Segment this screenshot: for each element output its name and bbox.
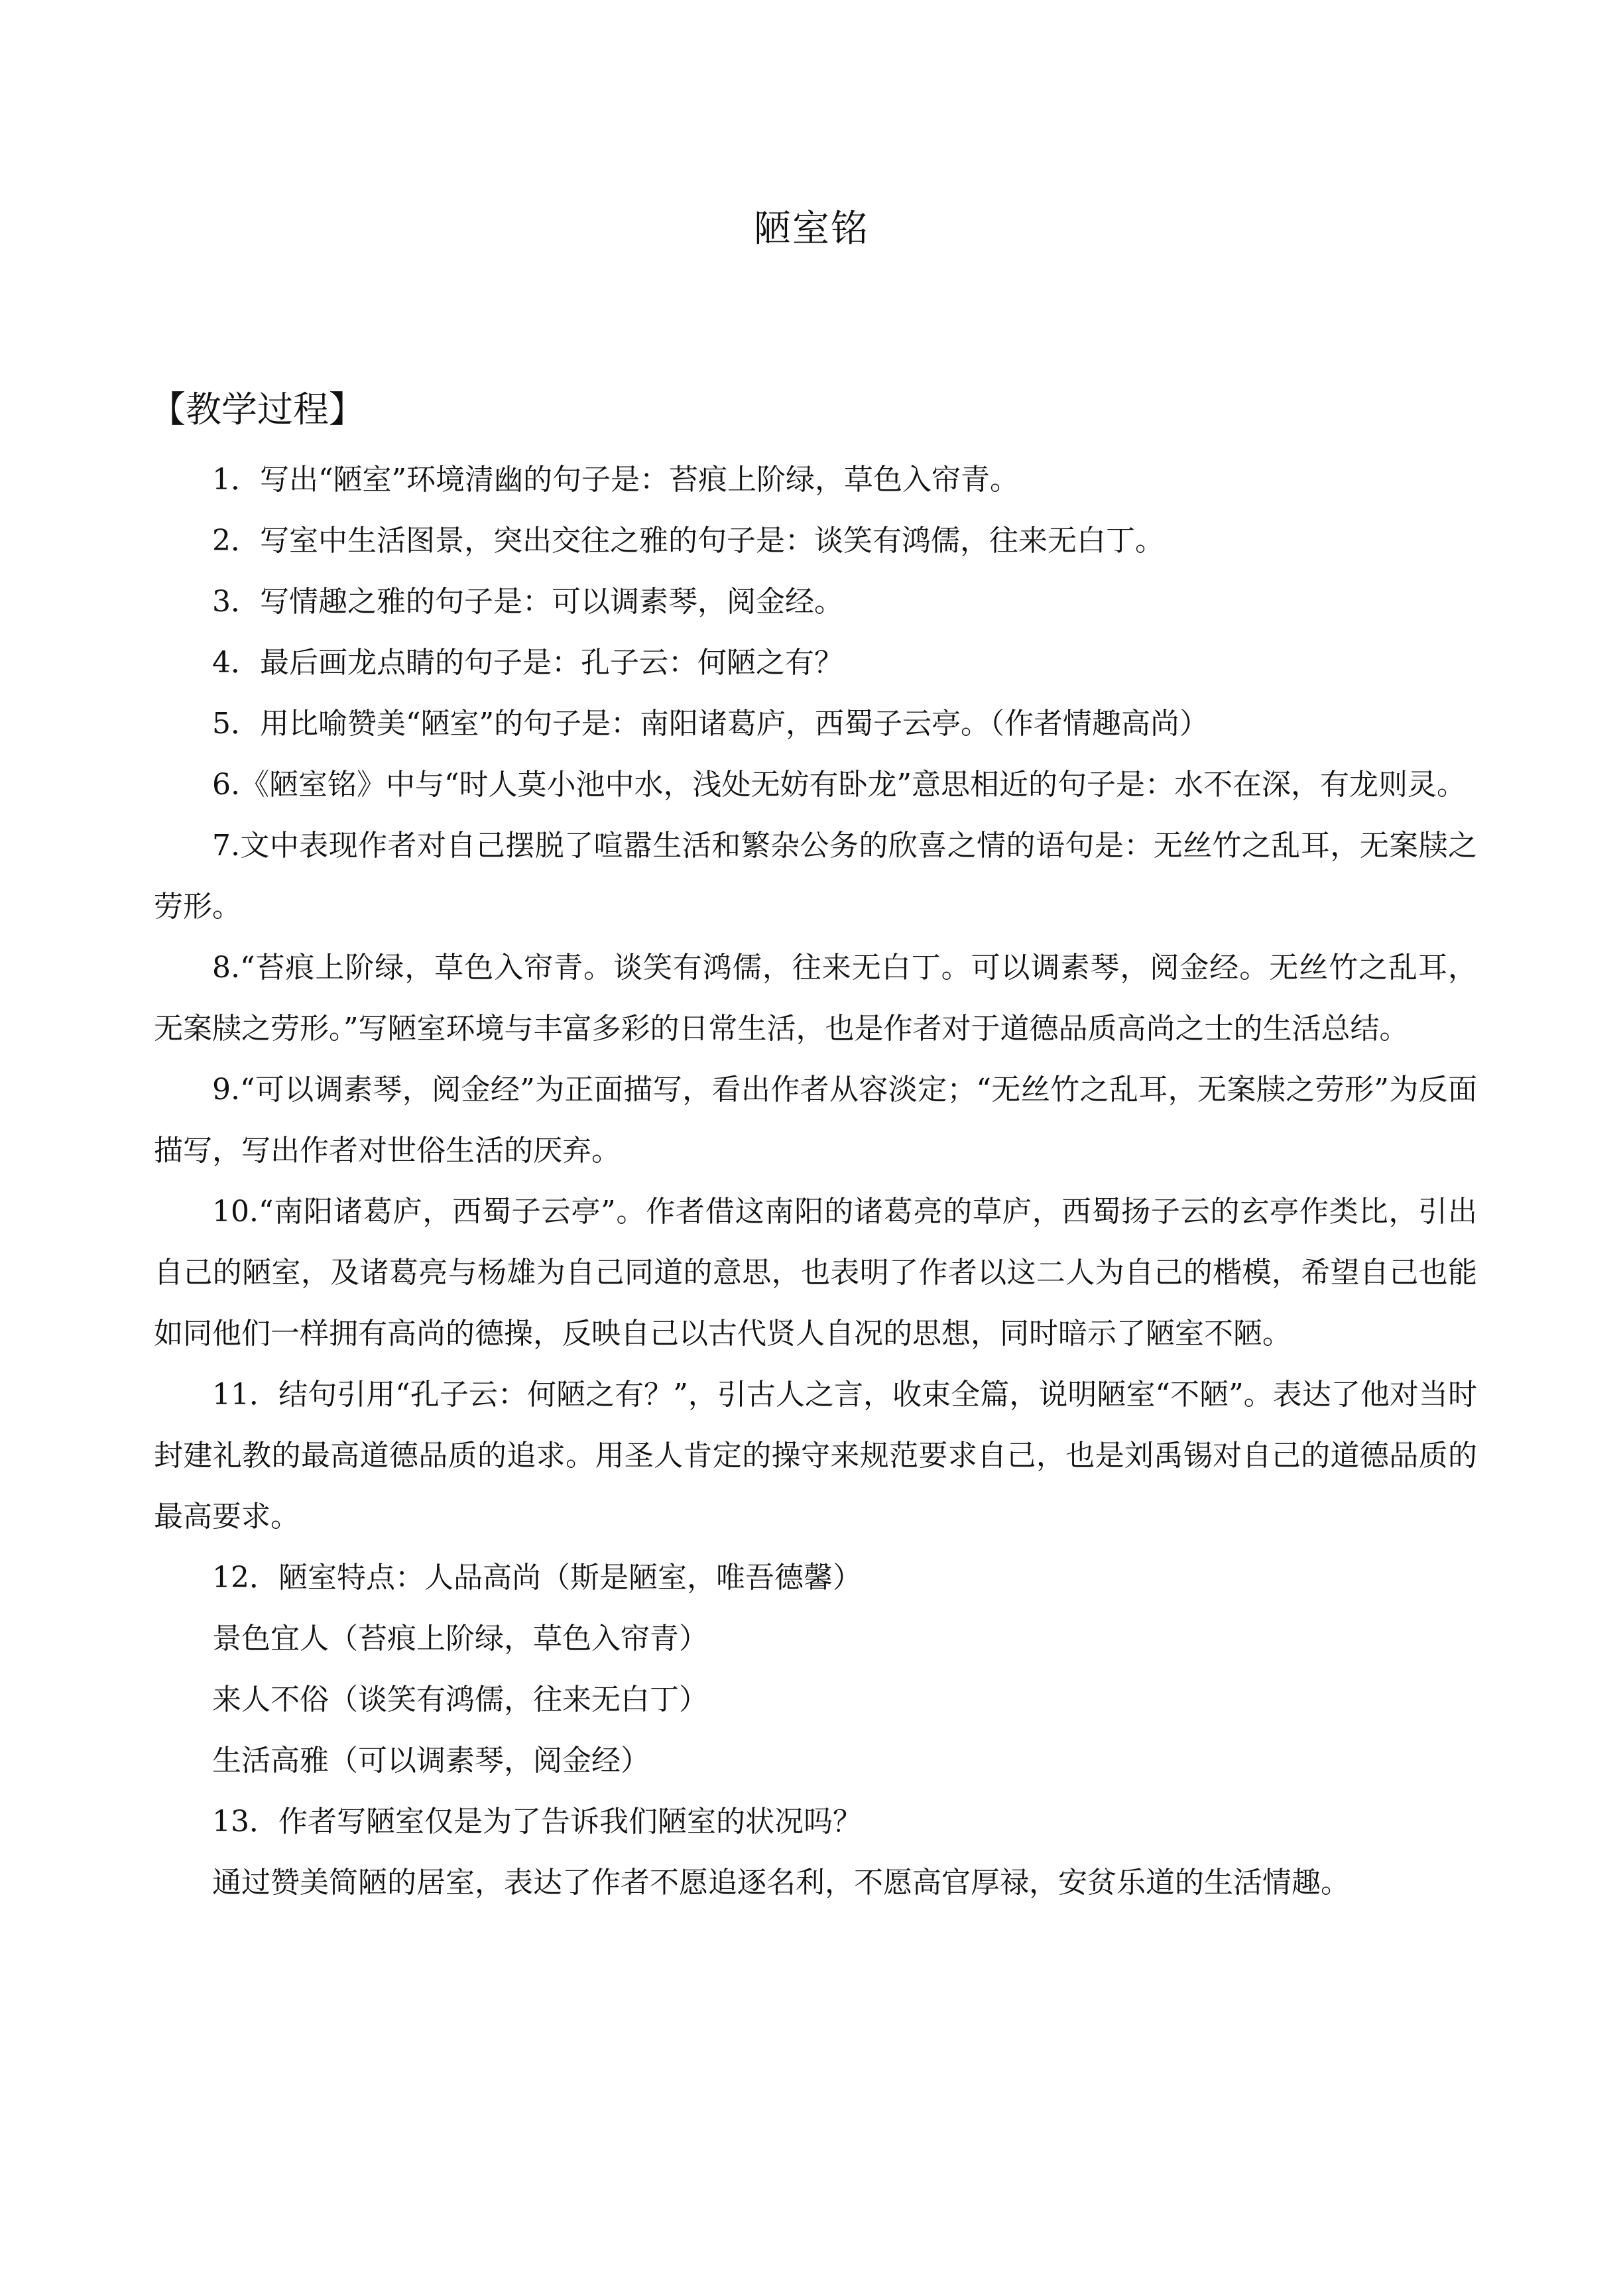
paragraph-8: 8.“苔痕上阶绿，草色入帘青。谈笑有鸿儒，往来无白丁。可以调素琴，阅金经。无丝竹之乱耳，无案牍之劳形。”写陋室环境与丰富多彩的日常生活，也是作者对于道德品质高尚之士的生活总结。 [154, 951, 1477, 1046]
paragraph-12-item-scenery: 景色宜人（苔痕上阶绿，草色入帘青） [212, 1622, 708, 1656]
paragraph-7: 7.文中表现作者对自己摆脱了喧嚣生活和繁杂公务的欣喜之情的语句是：无丝竹之乱耳，无案牍之劳形。 [154, 829, 1477, 924]
paragraph-10: 10.“南阳诸葛庐，西蜀子云亭”。作者借这南阳的诸葛亮的草庐，西蜀扬子云的玄亭作类比，引出自己的陋室，及诸葛亮与杨雄为自己同道的意思，也表明了作者以这二人为自己的楷模，希望自己也能如同他们一样拥有高尚的德操，反映自己以古代贤人自况的思想，同时暗示了陋室不陋。 [154, 1195, 1477, 1351]
document-body [154, 450, 1477, 1913]
paragraph-1: 1．写出“陋室”环境清幽的句子是：苔痕上阶绿，草色入帘青。 [212, 463, 1019, 497]
paragraph-12-item-life: 生活高雅（可以调素琴，阅金经） [212, 1744, 650, 1778]
paragraph-5: 5．用比喻赞美“陋室”的句子是：南阳诸葛庐，西蜀子云亭。（作者情趣高尚） [212, 707, 1209, 741]
paragraph-4: 4．最后画龙点睛的句子是：孔子云：何陋之有？ [212, 646, 843, 680]
paragraph-12: 12．陋室特点：人品高尚（斯是陋室，唯吾德馨） [212, 1561, 862, 1595]
paragraph-13-answer: 通过赞美简陋的居室，表达了作者不愿追逐名利，不愿高官厚禄，安贫乐道的生活情趣。 [212, 1866, 1350, 1900]
paragraph-11: 11．结句引用“孔子云：何陋之有？”，引古人之言，收束全篇，说明陋室“不陋”。表达了他对当时封建礼教的最高道德品质的追求。用圣人肯定的操守来规范要求自己，也是刘禹锡对自己的道德品质的最高要求。 [154, 1378, 1477, 1534]
section-heading: 【教学过程】 [150, 389, 365, 430]
page-title: 陋室铭 [754, 208, 869, 251]
paragraph-9: 9.“可以调素琴，阅金经”为正面描写，看出作者从容淡定；“无丝竹之乱耳，无案牍之劳形”为反面描写，写出作者对世俗生活的厌弃。 [154, 1073, 1477, 1168]
paragraph-2: 2．写室中生活图景，突出交往之雅的句子是：谈笑有鸿儒，往来无白丁。 [212, 524, 1164, 558]
paragraph-3: 3．写情趣之雅的句子是：可以调素琴，阅金经。 [212, 585, 843, 619]
paragraph-12-item-visitors: 来人不俗（谈笑有鸿儒，往来无白丁） [212, 1683, 708, 1717]
paragraph-6: 6.《陋室铭》中与“时人莫小池中水，浅处无妨有卧龙”意思相近的句子是：水不在深，有龙则灵。 [212, 768, 1466, 802]
paragraph-13-question: 13．作者写陋室仅是为了告诉我们陋室的状况吗？ [212, 1805, 862, 1839]
